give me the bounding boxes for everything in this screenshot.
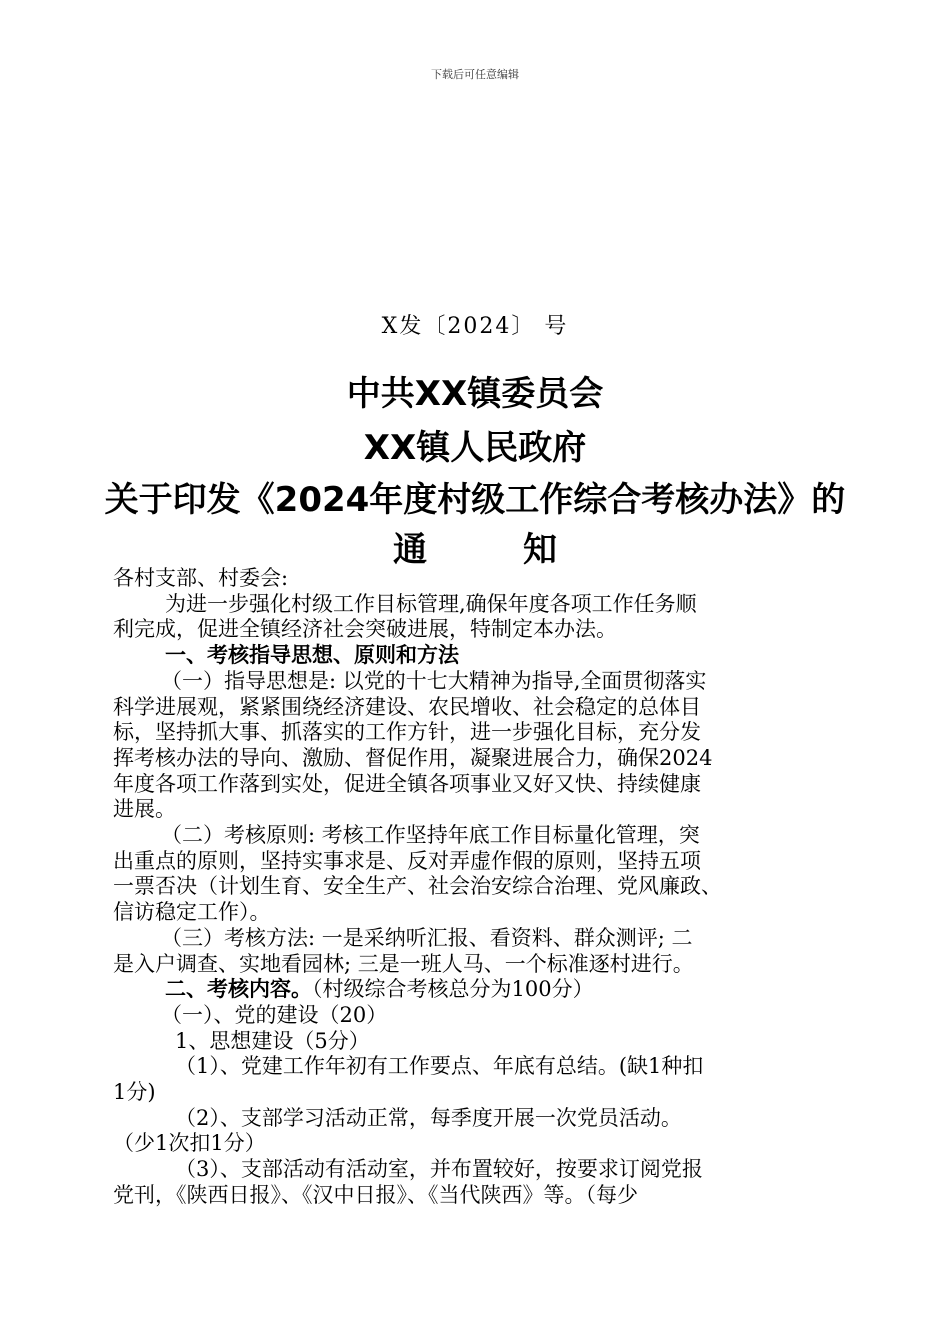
- paragraph-line: （少1次扣1分）: [113, 1131, 266, 1156]
- title-line-4: 通知: [393, 530, 653, 570]
- subsection-heading: （一）、党的建设（20）: [161, 1002, 388, 1027]
- section-heading-2: [113, 977, 843, 1003]
- paragraph-line: 科学进展观，紧紧围绕经济建设、农民增收、社会稳定的总体目: [113, 694, 701, 719]
- paragraph-line: （3）、支部活动有活动室，并布置较好，按要求订阅党报: [175, 1157, 703, 1182]
- section-heading-2-note: （村级综合考核总分为100分）: [312, 977, 594, 1002]
- title-line-1: 中共XX镇委员会: [346, 374, 604, 414]
- paragraph-line: （三）考核方法: 一是采纳听汇报、看资料、群众测评; 二: [161, 925, 693, 950]
- paragraph-line: 年度各项工作落到实处，促进全镇各项事业又好又快、持续健康: [113, 771, 701, 796]
- paragraph-line: （一）指导思想是: 以党的十七大精神为指导,全面贯彻落实: [161, 668, 707, 693]
- section-heading-1: 一、考核指导思想、原则和方法: [165, 643, 459, 668]
- title-line-2: XX镇人民政府: [363, 428, 587, 468]
- paragraph-line: 挥考核办法的导向、激励、督促作用，凝聚进展合力，确保2024: [113, 745, 713, 770]
- paragraph-line: （2）、支部学习活动正常，每季度开展一次党员活动。: [175, 1105, 682, 1130]
- title-line-3: 关于印发《2024年度村级工作综合考核办法》的: [104, 480, 846, 520]
- paragraph-line: 进展。: [113, 797, 176, 822]
- paragraph-line: 党刊，《陕西日报》、《汉中日报》、《当代陕西》等。（每少: [113, 1182, 638, 1207]
- paragraph-line: 标，坚持抓大事、抓落实的工作方针，进一步强化目标，充分发: [113, 720, 701, 745]
- paragraph-line: 1分): [113, 1080, 156, 1105]
- paragraph-line: （二）考核原则: 考核工作坚持年底工作目标量化管理，突: [161, 823, 700, 848]
- paragraph-line: 一票否决（计划生育、安全生产、社会治安综合治理、党风廉政、: [113, 874, 722, 899]
- paragraph-line: 利完成，促进全镇经济社会突破进展，特制定本办法。: [113, 617, 617, 642]
- paragraph-line: （1）、党建工作年初有工作要点、年底有总结。(缺1种扣: [175, 1054, 704, 1079]
- header-note: 下载后可任意编辑: [431, 68, 519, 81]
- paragraph-line: 出重点的原则，坚持实事求是、反对弄虚作假的原则，坚持五项: [113, 848, 701, 873]
- salutation: 各村支部、村委会:: [113, 566, 289, 590]
- item-heading: 1、思想建设（5分）: [175, 1028, 370, 1053]
- paragraph-line: 信访稳定工作）。: [113, 900, 271, 925]
- document-number: X发〔2024〕 号: [381, 314, 569, 339]
- paragraph-line: 为进一步强化村级工作目标管理,确保年度各项工作任务顺: [165, 591, 697, 616]
- section-heading-2-title: 二、考核内容。: [165, 977, 312, 1002]
- document-body: [113, 566, 843, 1209]
- paragraph-line: 是入户调查、实地看园林; 三是一班人马、一个标准逐村进行。: [113, 951, 694, 976]
